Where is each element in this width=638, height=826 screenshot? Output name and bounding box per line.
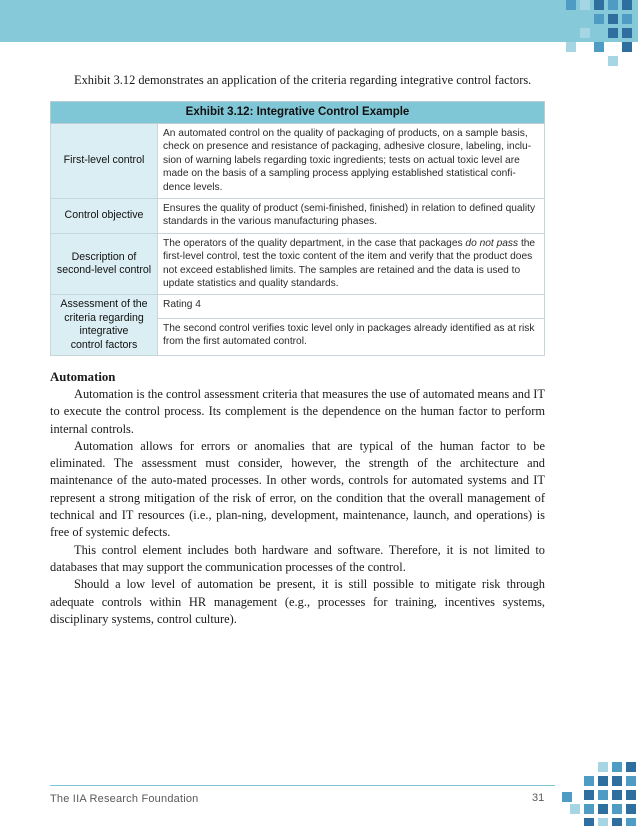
body-paragraph: Should a low level of automation be present, it is still possible to mitigate risk through adequate controls within HR management (e.g., processes for training, incentives systems, disciplinary systems, control culture). — [50, 577, 545, 626]
label-line: second-level control — [56, 264, 152, 277]
text-segment: The operators of the quality department, in the case that packages — [163, 237, 466, 249]
intro-paragraph: Exhibit 3.12 demonstrates an application of the criteria regarding integrative control factors. — [74, 73, 532, 87]
label-line: integrative — [79, 325, 129, 338]
label-line: Assessment of the — [60, 298, 148, 311]
row-text-first-level: An automated control on the quality of packaging of products, on a sample basis, check on presence and resistance of packaging, adhesive closure, labeling, inclu-sion of warning labels regarding toxic ingredients; tests on actual toxic level are made on the basis of a sampling process applying established statistical confi-dence levels. — [158, 124, 545, 199]
header-band — [0, 0, 638, 42]
row-label-objective: Control objective — [51, 199, 158, 234]
row-text-rating: Rating 4 — [158, 295, 545, 318]
row-text-second-level — [158, 233, 545, 295]
label-line: control factors — [70, 338, 138, 351]
row-text-objective: Ensures the quality of product (semi-finished, finished) in relation to defined quality standards in the various manufacturing phases. — [158, 199, 545, 234]
text-segment: the first-level control, test the toxic content of the item and verify that the product does not exceed established limits. The samples are retained and the data is used to update statistics and quality standards. — [163, 237, 536, 290]
row-text-assessment: The second control verifies toxic level only in packages already identified as at risk from the first automated control. — [158, 318, 545, 356]
table-row — [51, 233, 545, 295]
footer-publisher: The IIA Research Foundation — [50, 793, 199, 805]
emphasis-text: do not pass — [465, 237, 519, 249]
body-paragraph: Automation allows for errors or anomalies that are typical of the human factor to be eliminated. The assessment must consider, however, the strength of the architecture and maintenance of the auto-mated processes. In other words, controls for automated systems and IT represent a strong mitigation of the risk of error, on the condition that the overall management of technical and IT resources (i.e., plan-ning, development, maintenance, launch, and operations) is free of systemic defects. — [50, 438, 545, 540]
body-paragraph: Automation is the control assessment criteria that measures the use of automated means and IT to execute the control process. Its complement is the dependence on the human factor to perform internal controls. — [50, 387, 545, 436]
row-label-second-level — [51, 233, 158, 295]
exhibit-title: Exhibit 3.12: Integrative Control Example — [51, 102, 545, 124]
exhibit-header-row — [51, 102, 545, 124]
footer-divider — [50, 785, 555, 786]
label-line: Description of — [71, 250, 137, 263]
label-line: criteria regarding — [64, 311, 144, 324]
row-label-assessment — [51, 295, 158, 356]
section-heading: Automation — [50, 370, 116, 384]
body-paragraph: This control element includes both hardware and software. Therefore, it is not limited to databases that may support the communication processes of the control. — [50, 542, 545, 574]
table-row — [51, 295, 545, 318]
table-row — [51, 199, 545, 234]
table-row — [51, 124, 545, 199]
page-number: 31 — [532, 792, 545, 804]
exhibit-table — [50, 101, 545, 356]
row-label-first-level: First-level control — [51, 124, 158, 199]
section-body — [50, 386, 545, 628]
